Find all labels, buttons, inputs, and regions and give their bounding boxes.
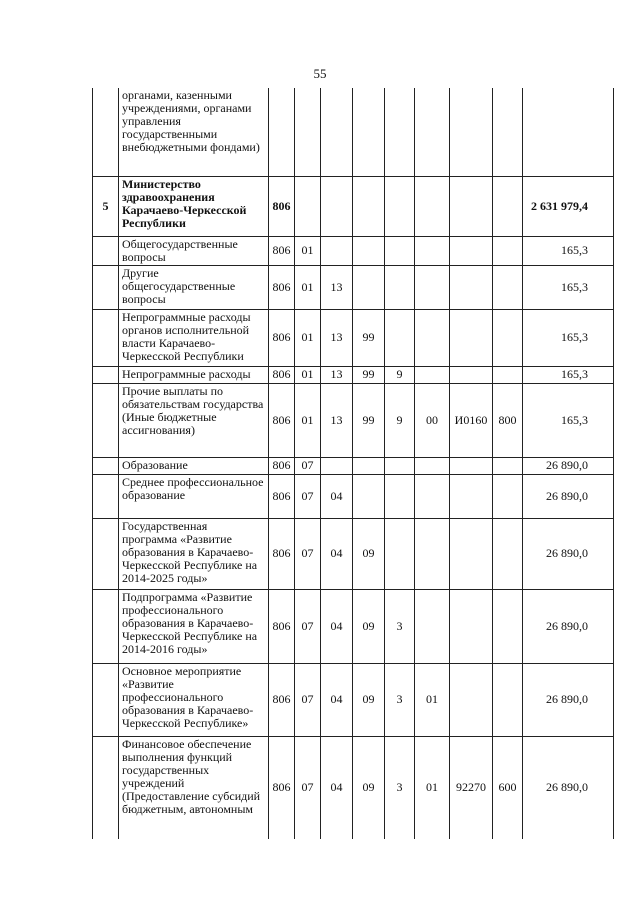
expense-type-cell: 800 [493,383,523,457]
ministry-code-cell: 806 [269,176,295,236]
amount-cell: 165,3 [523,366,614,383]
program-code-cell [353,88,385,176]
event-code-cell [415,236,450,265]
row-number-cell [93,474,119,518]
table-row [93,88,614,176]
ministry-code-cell [269,88,295,176]
program-code-cell: 09 [353,663,385,736]
section-code-cell [295,88,321,176]
row-name-cell: Основное мероприятие «Развитие профессионального образования в Карачаево-Черкесской Республике» [119,663,269,736]
row-number-cell [93,518,119,589]
amount-cell: 165,3 [523,309,614,366]
event-code-cell [415,309,450,366]
target-article-cell [450,88,493,176]
amount-cell: 26 890,0 [523,589,614,663]
amount-cell: 165,3 [523,265,614,309]
section-code-cell: 07 [295,457,321,474]
row-number-cell [93,88,119,176]
expense-type-cell [493,589,523,663]
section-code-cell: 01 [295,383,321,457]
section-code-cell: 07 [295,518,321,589]
event-code-cell [415,474,450,518]
subprogram-code-cell [385,176,415,236]
expense-type-cell [493,474,523,518]
amount-cell: 26 890,0 [523,474,614,518]
subprogram-code-cell [385,309,415,366]
table-row [93,366,614,383]
expense-type-cell [493,236,523,265]
row-name-cell: Прочие выплаты по обязательствам государства (Иные бюджетные ассигнования) [119,383,269,457]
table-row [93,736,614,839]
table-row [93,176,614,236]
row-name-cell: Среднее профессиональное образование [119,474,269,518]
subprogram-code-cell: 9 [385,366,415,383]
section-code-cell: 07 [295,663,321,736]
amount-cell: 26 890,0 [523,457,614,474]
amount-cell: 26 890,0 [523,518,614,589]
section-code-cell: 01 [295,309,321,366]
row-number-cell [93,309,119,366]
expense-type-cell [493,176,523,236]
target-article-cell [450,589,493,663]
target-article-cell [450,474,493,518]
program-code-cell: 09 [353,589,385,663]
section-code-cell: 01 [295,236,321,265]
target-article-cell [450,366,493,383]
row-name-cell: Общегосударственные вопросы [119,236,269,265]
subsection-code-cell: 13 [321,265,353,309]
subprogram-code-cell [385,518,415,589]
amount-cell: 2 631 979,4 [523,176,614,236]
amount-cell: 26 890,0 [523,663,614,736]
budget-table [92,88,614,839]
target-article-cell [450,518,493,589]
program-code-cell [353,236,385,265]
row-number-cell [93,366,119,383]
table-row [93,236,614,265]
row-number-cell [93,236,119,265]
target-article-cell [450,265,493,309]
row-name-cell: Финансовое обеспечение выполнения функций государственных учреждений (Предоставление субсидий бюджетным, автономным [119,736,269,839]
subsection-code-cell [321,236,353,265]
section-code-cell: 07 [295,736,321,839]
program-code-cell: 09 [353,736,385,839]
event-code-cell: 00 [415,383,450,457]
table-row [93,457,614,474]
subprogram-code-cell [385,457,415,474]
expense-type-cell [493,663,523,736]
ministry-code-cell: 806 [269,309,295,366]
event-code-cell [415,457,450,474]
section-code-cell [295,176,321,236]
ministry-code-cell: 806 [269,736,295,839]
program-code-cell: 09 [353,518,385,589]
subsection-code-cell: 13 [321,383,353,457]
row-name-cell: Подпрограмма «Развитие профессионального образования в Карачаево-Черкесской Республике на 2014-2016 годы» [119,589,269,663]
table-row [93,309,614,366]
program-code-cell: 99 [353,309,385,366]
row-number-cell [93,736,119,839]
subsection-code-cell: 04 [321,736,353,839]
event-code-cell [415,589,450,663]
section-code-cell: 07 [295,589,321,663]
target-article-cell: 92270 [450,736,493,839]
program-code-cell [353,457,385,474]
table-row [93,589,614,663]
target-article-cell: И0160 [450,383,493,457]
row-number-cell [93,383,119,457]
row-number-cell [93,589,119,663]
row-name-cell: Непрограммные расходы органов исполнительной власти Карачаево-Черкесской Республики [119,309,269,366]
table-row [93,663,614,736]
row-name-cell: Другие общегосударственные вопросы [119,265,269,309]
event-code-cell [415,265,450,309]
subsection-code-cell: 13 [321,309,353,366]
subprogram-code-cell: 3 [385,589,415,663]
ministry-code-cell: 806 [269,663,295,736]
page-number: 55 [313,66,327,81]
expense-type-cell [493,88,523,176]
subsection-code-cell: 13 [321,366,353,383]
subprogram-code-cell: 3 [385,663,415,736]
ministry-code-cell: 806 [269,474,295,518]
subprogram-code-cell [385,265,415,309]
event-code-cell [415,176,450,236]
table-row [93,518,614,589]
ministry-code-cell: 806 [269,265,295,309]
target-article-cell [450,457,493,474]
subsection-code-cell [321,88,353,176]
amount-cell: 165,3 [523,236,614,265]
subprogram-code-cell: 9 [385,383,415,457]
program-code-cell [353,474,385,518]
table-row [93,265,614,309]
program-code-cell [353,265,385,309]
table-row [93,383,614,457]
subsection-code-cell: 04 [321,589,353,663]
row-number-cell [93,663,119,736]
row-name-cell: органами, казенными учреждениями, органами управления государственными внебюджетными фондами) [119,88,269,176]
row-name-cell: Образование [119,457,269,474]
event-code-cell [415,366,450,383]
subprogram-code-cell: 3 [385,736,415,839]
target-article-cell [450,309,493,366]
row-name-cell: Министерство здравоохранения Карачаево-Черкесской Республики [119,176,269,236]
table-row [93,474,614,518]
subsection-code-cell [321,176,353,236]
target-article-cell [450,176,493,236]
program-code-cell: 99 [353,383,385,457]
target-article-cell [450,236,493,265]
subprogram-code-cell [385,474,415,518]
expense-type-cell [493,309,523,366]
expense-type-cell [493,265,523,309]
ministry-code-cell: 806 [269,236,295,265]
expense-type-cell: 600 [493,736,523,839]
subsection-code-cell: 04 [321,663,353,736]
program-code-cell: 99 [353,366,385,383]
amount-cell: 26 890,0 [523,736,614,839]
ministry-code-cell: 806 [269,366,295,383]
event-code-cell [415,88,450,176]
subsection-code-cell: 04 [321,518,353,589]
program-code-cell [353,176,385,236]
row-number-cell [93,457,119,474]
ministry-code-cell: 806 [269,383,295,457]
ministry-code-cell: 806 [269,457,295,474]
event-code-cell: 01 [415,663,450,736]
event-code-cell: 01 [415,736,450,839]
section-code-cell: 07 [295,474,321,518]
subprogram-code-cell [385,236,415,265]
target-article-cell [450,663,493,736]
row-name-cell: Государственная программа «Развитие образования в Карачаево-Черкесской Республике на 2014-2025 годы» [119,518,269,589]
ministry-code-cell: 806 [269,589,295,663]
section-code-cell: 01 [295,366,321,383]
row-number-cell [93,265,119,309]
subsection-code-cell: 04 [321,474,353,518]
expense-type-cell [493,518,523,589]
subprogram-code-cell [385,88,415,176]
row-number-cell: 5 [93,176,119,236]
amount-cell: 165,3 [523,383,614,457]
ministry-code-cell: 806 [269,518,295,589]
amount-cell [523,88,614,176]
subsection-code-cell [321,457,353,474]
expense-type-cell [493,457,523,474]
event-code-cell [415,518,450,589]
expense-type-cell [493,366,523,383]
section-code-cell: 01 [295,265,321,309]
row-name-cell: Непрограммные расходы [119,366,269,383]
